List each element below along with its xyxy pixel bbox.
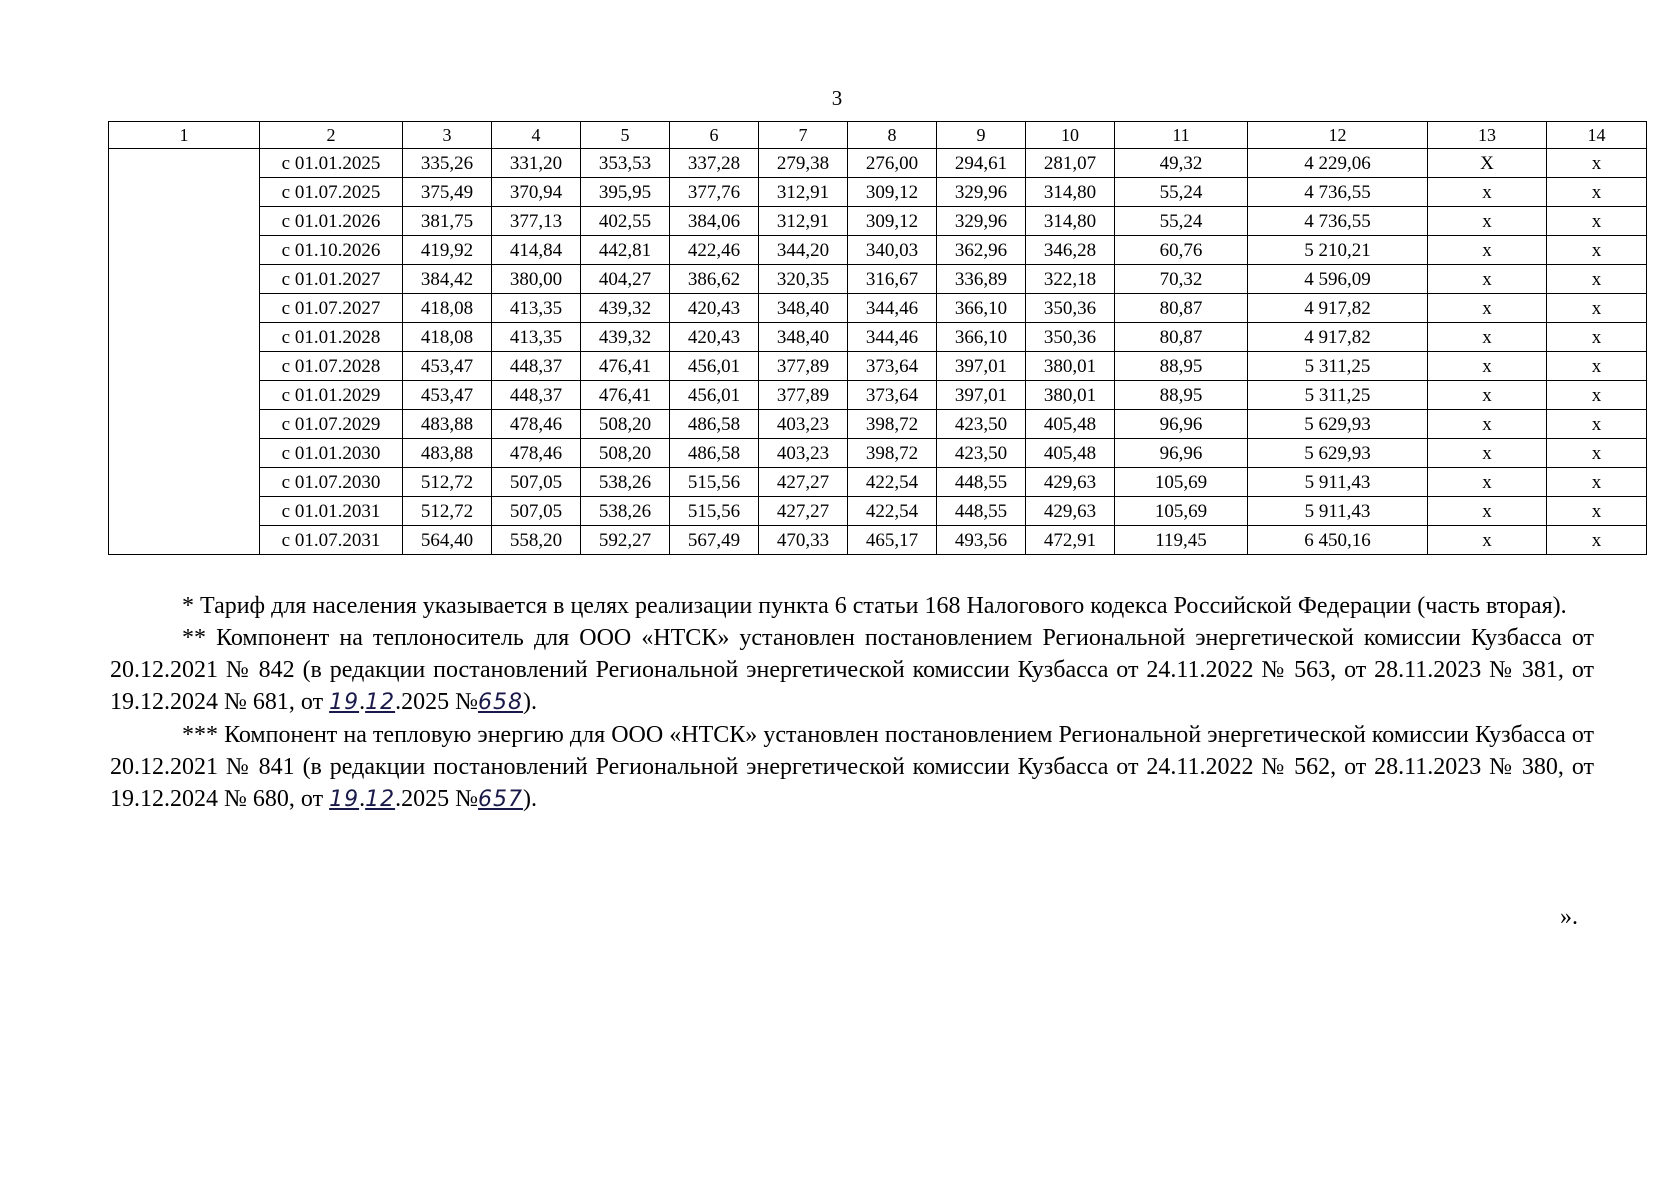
handwritten-day: 19 (329, 787, 360, 812)
value-cell: 413,35 (492, 323, 581, 352)
value-cell: 395,95 (581, 178, 670, 207)
value-cell: 397,01 (937, 352, 1026, 381)
value-cell: 386,62 (670, 265, 759, 294)
value-cell: 340,03 (848, 236, 937, 265)
header-cell: 12 (1248, 122, 1428, 149)
value-cell: 515,56 (670, 468, 759, 497)
value-cell: 80,87 (1115, 294, 1248, 323)
value-cell: 422,54 (848, 468, 937, 497)
table-row (109, 526, 1647, 555)
table-row (109, 236, 1647, 265)
value-cell: 380,01 (1026, 381, 1115, 410)
value-cell: 507,05 (492, 497, 581, 526)
date-year: .2025 № (395, 689, 478, 715)
value-cell: 344,46 (848, 294, 937, 323)
value-cell: 350,36 (1026, 294, 1115, 323)
value-cell: 453,47 (403, 352, 492, 381)
header-cell: 9 (937, 122, 1026, 149)
period-cell: с 01.01.2030 (260, 439, 403, 468)
value-cell: 512,72 (403, 468, 492, 497)
closing-quote: ». (1560, 904, 1578, 930)
value-cell: 279,38 (759, 149, 848, 178)
value-cell: 316,67 (848, 265, 937, 294)
header-cell: 11 (1115, 122, 1248, 149)
value-cell: 507,05 (492, 468, 581, 497)
value-cell: 423,50 (937, 439, 1026, 468)
value-cell: 336,89 (937, 265, 1026, 294)
value-cell: х (1547, 236, 1647, 265)
value-cell: х (1547, 149, 1647, 178)
period-cell: с 01.07.2027 (260, 294, 403, 323)
value-cell: 346,28 (1026, 236, 1115, 265)
value-cell: 96,96 (1115, 410, 1248, 439)
footnote-3-end: ). (522, 786, 537, 812)
value-cell: 337,28 (670, 149, 759, 178)
value-cell: 55,24 (1115, 207, 1248, 236)
footnote-3 (110, 719, 1594, 816)
value-cell: X (1428, 149, 1547, 178)
value-cell: 335,26 (403, 149, 492, 178)
value-cell: 564,40 (403, 526, 492, 555)
value-cell: х (1547, 323, 1647, 352)
value-cell: 478,46 (492, 410, 581, 439)
value-cell: 5 311,25 (1248, 381, 1428, 410)
value-cell: 380,00 (492, 265, 581, 294)
value-cell: х (1547, 468, 1647, 497)
table-row (109, 497, 1647, 526)
value-cell: 429,63 (1026, 497, 1115, 526)
value-cell: 465,17 (848, 526, 937, 555)
value-cell: 414,84 (492, 236, 581, 265)
value-cell: 592,27 (581, 526, 670, 555)
value-cell: х (1547, 178, 1647, 207)
value-cell: 366,10 (937, 323, 1026, 352)
period-cell: с 01.07.2030 (260, 468, 403, 497)
value-cell: х (1428, 265, 1547, 294)
merged-empty-cell (109, 149, 260, 555)
value-cell: х (1547, 497, 1647, 526)
value-cell: 312,91 (759, 178, 848, 207)
value-cell: 453,47 (403, 381, 492, 410)
value-cell: 398,72 (848, 410, 937, 439)
value-cell: 448,55 (937, 468, 1026, 497)
value-cell: 4 736,55 (1248, 178, 1428, 207)
value-cell: 4 229,06 (1248, 149, 1428, 178)
value-cell: 96,96 (1115, 439, 1248, 468)
table-row (109, 294, 1647, 323)
value-cell: 377,89 (759, 381, 848, 410)
header-cell: 1 (109, 122, 260, 149)
value-cell: 375,49 (403, 178, 492, 207)
value-cell: 384,06 (670, 207, 759, 236)
value-cell: 329,96 (937, 207, 1026, 236)
value-cell: 309,12 (848, 207, 937, 236)
header-cell: 8 (848, 122, 937, 149)
value-cell: 418,08 (403, 323, 492, 352)
table-header-row (109, 122, 1647, 149)
value-cell: 405,48 (1026, 439, 1115, 468)
footnote-2-text: ** Компонент на теплоноситель для ООО «НТСК» установлен постановлением Региональной энергетической комиссии Кузбасса от 20.12.2021 № 842 (в редакции постановлений Региональной энергетической комиссии Кузбасса от 24.11.2022 № 563, от 28.11.2023 № 381, от 19.12.2024 № 681, от (110, 625, 1594, 715)
header-cell: 14 (1547, 122, 1647, 149)
table-row (109, 352, 1647, 381)
value-cell: 4 917,82 (1248, 294, 1428, 323)
value-cell: 329,96 (937, 178, 1026, 207)
period-cell: с 01.01.2028 (260, 323, 403, 352)
value-cell: 312,91 (759, 207, 848, 236)
value-cell: 362,96 (937, 236, 1026, 265)
value-cell: х (1547, 207, 1647, 236)
value-cell: 348,40 (759, 323, 848, 352)
period-cell: с 01.01.2031 (260, 497, 403, 526)
value-cell: 381,75 (403, 207, 492, 236)
value-cell: х (1547, 352, 1647, 381)
value-cell: 4 736,55 (1248, 207, 1428, 236)
period-cell: с 01.01.2029 (260, 381, 403, 410)
value-cell: х (1428, 294, 1547, 323)
value-cell: 558,20 (492, 526, 581, 555)
value-cell: 366,10 (937, 294, 1026, 323)
value-cell: х (1428, 526, 1547, 555)
value-cell: 478,46 (492, 439, 581, 468)
value-cell: 448,37 (492, 352, 581, 381)
value-cell: 486,58 (670, 439, 759, 468)
date-separator: . (359, 786, 366, 812)
footnote-3-text: *** Компонент на тепловую энергию для ООО «НТСК» установлен постановлением Региональной энергетической комиссии Кузбасса от 20.12.2021 № 841 (в редакции постановлений Региональной энергетической комиссии Кузбасса от 24.11.2022 № 562, от 28.11.2023 № 380, от 19.12.2024 № 680, от (110, 722, 1594, 812)
value-cell: 60,76 (1115, 236, 1248, 265)
table-row (109, 410, 1647, 439)
value-cell: 5 210,21 (1248, 236, 1428, 265)
period-cell: с 01.01.2026 (260, 207, 403, 236)
header-cell: 10 (1026, 122, 1115, 149)
value-cell: 418,08 (403, 294, 492, 323)
value-cell: 567,49 (670, 526, 759, 555)
value-cell: х (1428, 236, 1547, 265)
value-cell: х (1547, 265, 1647, 294)
value-cell: 370,94 (492, 178, 581, 207)
value-cell: 350,36 (1026, 323, 1115, 352)
footnote-1: * Тариф для населения указывается в целях реализации пункта 6 статьи 168 Налогового кодекса Российской Федерации (часть вторая). (182, 593, 1567, 619)
value-cell: 439,32 (581, 294, 670, 323)
footnote-2 (110, 622, 1594, 719)
value-cell: 294,61 (937, 149, 1026, 178)
value-cell: 405,48 (1026, 410, 1115, 439)
table-row (109, 149, 1647, 178)
value-cell: х (1428, 178, 1547, 207)
value-cell: 483,88 (403, 439, 492, 468)
table-row (109, 323, 1647, 352)
header-cell: 2 (260, 122, 403, 149)
value-cell: 483,88 (403, 410, 492, 439)
value-cell: 403,23 (759, 439, 848, 468)
value-cell: 448,55 (937, 497, 1026, 526)
period-cell: с 01.07.2025 (260, 178, 403, 207)
value-cell: 456,01 (670, 381, 759, 410)
value-cell: 377,13 (492, 207, 581, 236)
header-cell: 4 (492, 122, 581, 149)
value-cell: 420,43 (670, 323, 759, 352)
handwritten-month: 12 (365, 690, 396, 715)
value-cell: 80,87 (1115, 323, 1248, 352)
value-cell: 515,56 (670, 497, 759, 526)
value-cell: 456,01 (670, 352, 759, 381)
header-cell: 13 (1428, 122, 1547, 149)
period-cell: с 01.07.2029 (260, 410, 403, 439)
value-cell: 413,35 (492, 294, 581, 323)
value-cell: 373,64 (848, 352, 937, 381)
value-cell: х (1428, 497, 1547, 526)
value-cell: 397,01 (937, 381, 1026, 410)
value-cell: 420,43 (670, 294, 759, 323)
value-cell: 373,64 (848, 381, 937, 410)
value-cell: 508,20 (581, 439, 670, 468)
period-cell: с 01.01.2025 (260, 149, 403, 178)
value-cell: 538,26 (581, 468, 670, 497)
value-cell: 472,91 (1026, 526, 1115, 555)
value-cell: 348,40 (759, 294, 848, 323)
period-cell: с 01.01.2027 (260, 265, 403, 294)
value-cell: 49,32 (1115, 149, 1248, 178)
value-cell: 470,33 (759, 526, 848, 555)
handwritten-day: 19 (329, 690, 360, 715)
value-cell: 419,92 (403, 236, 492, 265)
period-cell: с 01.07.2031 (260, 526, 403, 555)
value-cell: 5 911,43 (1248, 497, 1428, 526)
value-cell: 377,89 (759, 352, 848, 381)
value-cell: х (1547, 410, 1647, 439)
value-cell: 429,63 (1026, 468, 1115, 497)
value-cell: 380,01 (1026, 352, 1115, 381)
header-cell: 3 (403, 122, 492, 149)
header-cell: 6 (670, 122, 759, 149)
value-cell: х (1547, 381, 1647, 410)
handwritten-number: 658 (477, 690, 523, 715)
value-cell: 309,12 (848, 178, 937, 207)
value-cell: 6 450,16 (1248, 526, 1428, 555)
value-cell: 377,76 (670, 178, 759, 207)
value-cell: 422,46 (670, 236, 759, 265)
value-cell: х (1547, 526, 1647, 555)
value-cell: х (1547, 294, 1647, 323)
value-cell: 476,41 (581, 381, 670, 410)
value-cell: х (1428, 410, 1547, 439)
value-cell: 5 629,93 (1248, 439, 1428, 468)
value-cell: 314,80 (1026, 178, 1115, 207)
value-cell: 423,50 (937, 410, 1026, 439)
header-cell: 7 (759, 122, 848, 149)
value-cell: 384,42 (403, 265, 492, 294)
value-cell: 493,56 (937, 526, 1026, 555)
table-row (109, 265, 1647, 294)
value-cell: 486,58 (670, 410, 759, 439)
value-cell: 403,23 (759, 410, 848, 439)
period-cell: с 01.10.2026 (260, 236, 403, 265)
value-cell: 439,32 (581, 323, 670, 352)
value-cell: 398,72 (848, 439, 937, 468)
period-cell: с 01.07.2028 (260, 352, 403, 381)
date-separator: . (359, 689, 366, 715)
date-year: .2025 № (395, 786, 478, 812)
value-cell: 422,54 (848, 497, 937, 526)
value-cell: 105,69 (1115, 468, 1248, 497)
value-cell: 344,46 (848, 323, 937, 352)
handwritten-number: 657 (477, 787, 523, 812)
tariff-table (108, 121, 1647, 555)
value-cell: 88,95 (1115, 352, 1248, 381)
value-cell: 404,27 (581, 265, 670, 294)
value-cell: х (1428, 381, 1547, 410)
value-cell: х (1428, 207, 1547, 236)
handwritten-month: 12 (365, 787, 396, 812)
value-cell: 276,00 (848, 149, 937, 178)
value-cell: 442,81 (581, 236, 670, 265)
value-cell: 476,41 (581, 352, 670, 381)
value-cell: 5 311,25 (1248, 352, 1428, 381)
value-cell: х (1428, 468, 1547, 497)
value-cell: 353,53 (581, 149, 670, 178)
value-cell: 448,37 (492, 381, 581, 410)
value-cell: 55,24 (1115, 178, 1248, 207)
value-cell: х (1428, 323, 1547, 352)
value-cell: 331,20 (492, 149, 581, 178)
page-number: 3 (831, 86, 843, 110)
table-row (109, 178, 1647, 207)
value-cell: 512,72 (403, 497, 492, 526)
value-cell: 281,07 (1026, 149, 1115, 178)
value-cell: 427,27 (759, 468, 848, 497)
value-cell: 320,35 (759, 265, 848, 294)
value-cell: 314,80 (1026, 207, 1115, 236)
header-cell: 5 (581, 122, 670, 149)
value-cell: 4 596,09 (1248, 265, 1428, 294)
value-cell: 508,20 (581, 410, 670, 439)
value-cell: 322,18 (1026, 265, 1115, 294)
value-cell: 344,20 (759, 236, 848, 265)
value-cell: 538,26 (581, 497, 670, 526)
value-cell: 119,45 (1115, 526, 1248, 555)
value-cell: х (1547, 439, 1647, 468)
value-cell: 5 911,43 (1248, 468, 1428, 497)
value-cell: 105,69 (1115, 497, 1248, 526)
value-cell: 88,95 (1115, 381, 1248, 410)
footnotes (110, 590, 1594, 816)
table-row (109, 207, 1647, 236)
table-row (109, 468, 1647, 497)
value-cell: 4 917,82 (1248, 323, 1428, 352)
value-cell: 70,32 (1115, 265, 1248, 294)
value-cell: 427,27 (759, 497, 848, 526)
table-row (109, 439, 1647, 468)
table-row (109, 381, 1647, 410)
footnote-2-end: ). (522, 689, 537, 715)
value-cell: х (1428, 352, 1547, 381)
value-cell: 402,55 (581, 207, 670, 236)
value-cell: х (1428, 439, 1547, 468)
value-cell: 5 629,93 (1248, 410, 1428, 439)
